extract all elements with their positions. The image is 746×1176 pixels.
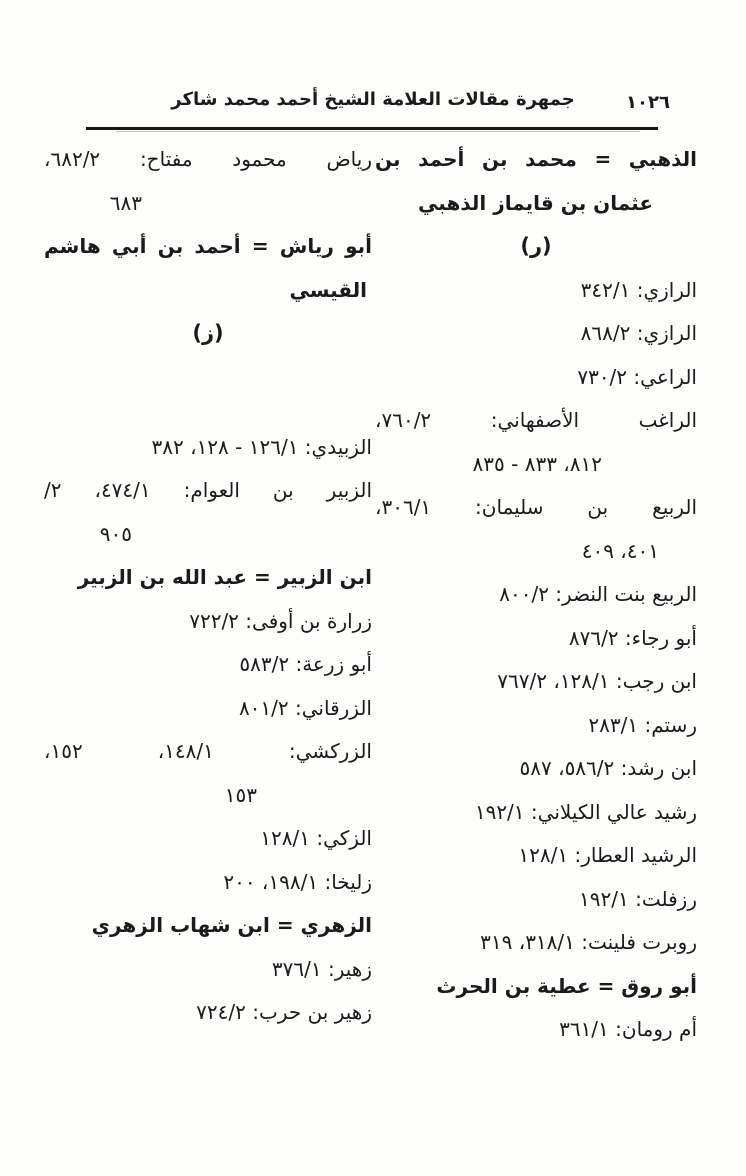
index-entry: الربيع بن سليمان: ٣٠٦/١، — [375, 495, 697, 519]
index-entry: الرازي: ٨٦٨/٢ — [580, 321, 697, 345]
index-entry: زليخا: ١٩٨/١، ٢٠٠ — [223, 869, 372, 894]
left-column — [44, 138, 372, 1035]
index-entry: ابن رجب: ١٢٨/١، ٧٦٧/٢ — [497, 669, 697, 693]
index-entry: رستم: ٢٨٣/١ — [588, 712, 697, 737]
index-entry: الزهري = ابن شهاب الزهري — [91, 913, 372, 937]
section-letter-zay: (ز) — [192, 321, 224, 345]
index-entry-continuation: ٦٨٣ — [109, 190, 142, 215]
index-entry: الزركشي: ١٤٨/١، ١٥٢، — [44, 739, 372, 763]
index-entry: الراعي: ٧٣٠/٢ — [577, 364, 697, 389]
right-column — [375, 138, 697, 1052]
index-entry-continuation: ١٥٣ — [224, 782, 257, 807]
index-entry: الزكي: ١٢٨/١ — [260, 826, 372, 850]
index-entry: أم رومان: ٣٦١/١ — [559, 1017, 697, 1041]
page-title: جمهرة مقالات العلامة الشيخ أحمد محمد شاكر — [171, 89, 575, 110]
section-gap — [44, 356, 372, 426]
index-entry: رشيد عالي الكيلاني: ١٩٢/١ — [474, 799, 697, 824]
index-entry: الزبيدي: ١٢٦/١ - ١٢٨، ٣٨٢ — [151, 434, 372, 459]
index-entry: رزفلت: ١٩٢/١ — [579, 886, 697, 911]
index-entry-continuation: القيسي — [289, 277, 367, 302]
index-entry-continuation: عثمان بن قايماز الذهبي — [418, 190, 653, 215]
index-entry: الرازي: ٣٤٢/١ — [580, 277, 697, 302]
index-entry: زهير: ٣٧٦/١ — [271, 956, 372, 981]
index-entry-continuation: ٨١٢، ٨٣٣ - ٨٣٥ — [472, 451, 602, 476]
index-entry: الذهبي = محمد بن أحمد بن — [375, 147, 697, 171]
page-number: ١٠٢٦ — [626, 92, 670, 113]
index-entry: روبرت فلينت: ٣١٨/١، ٣١٩ — [480, 930, 697, 954]
index-entry: الراغب الأصفهاني: ٧٦٠/٢، — [375, 408, 697, 432]
index-entry: زهير بن حرب: ٧٢٤/٢ — [196, 1000, 372, 1024]
index-entry: أبو رياش = أحمد بن أبي هاشم — [44, 234, 372, 258]
index-entry: زرارة بن أوفى: ٧٢٢/٢ — [189, 608, 372, 633]
header-rule — [86, 127, 658, 130]
index-entry: أبو روق = عطية بن الحرث — [436, 973, 697, 998]
index-entry: الربيع بنت النضر: ٨٠٠/٢ — [499, 582, 697, 606]
index-entry: أبو رجاء: ٨٧٦/٢ — [568, 625, 697, 650]
index-entry: ابن رشد: ٥٨٦/٢، ٥٨٧ — [519, 756, 697, 780]
index-entry: الزرقاني: ٨٠١/٢ — [238, 695, 372, 720]
index-entry-continuation: ٩٠٥ — [99, 521, 132, 546]
index-entry: الزبير بن العوام: ٤٧٤/١، ٢/ — [44, 478, 373, 502]
index-entry: ابن الزبير = عبد الله بن الزبير — [77, 565, 372, 589]
section-letter-ra: (ر) — [520, 234, 552, 258]
index-entry: الرشيد العطار: ١٢٨/١ — [518, 843, 697, 867]
index-entry: رياض محمود مفتاح: ٦٨٢/٢، — [44, 147, 372, 171]
index-entry-continuation: ٤٠١، ٤٠٩ — [581, 538, 659, 563]
index-entry: أبو زرعة: ٥٨٣/٢ — [239, 652, 372, 676]
